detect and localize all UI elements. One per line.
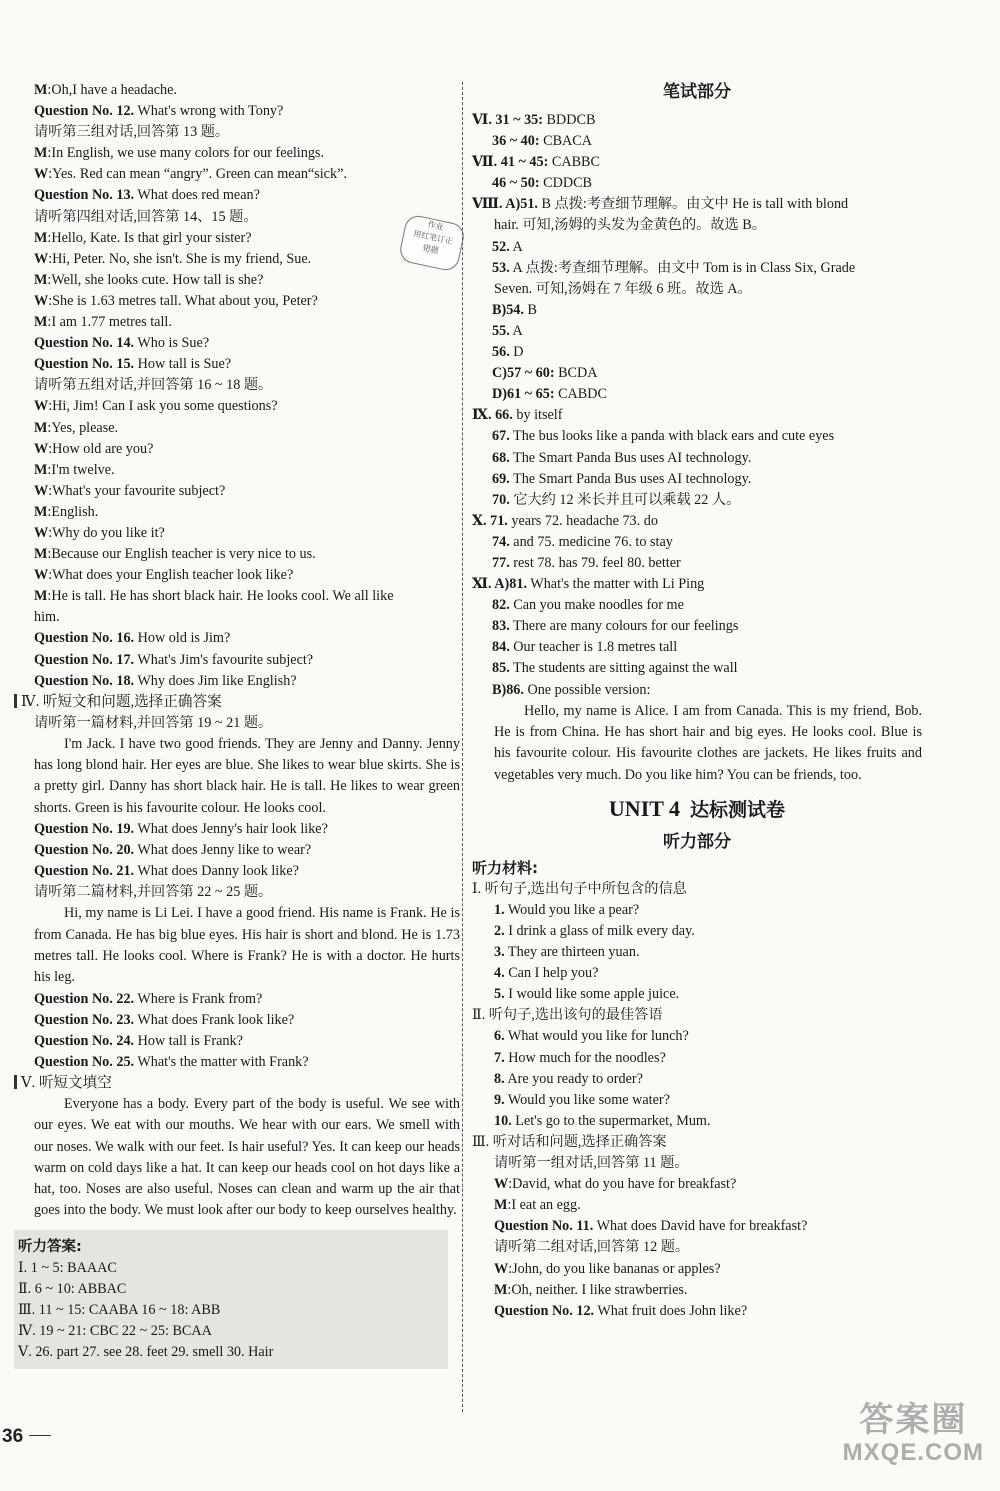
dialogue-line xyxy=(14,439,460,460)
line-text: years 72. headache 73. do xyxy=(507,512,658,529)
answer-line xyxy=(472,279,922,300)
line-text: :Hi, Peter. No, she isn't. She is my friend, Sue. xyxy=(48,250,312,267)
line-label: Ⅸ. 66. xyxy=(472,407,513,424)
dialogue-line xyxy=(14,143,460,164)
line-text: :John, do you like bananas or apples? xyxy=(508,1260,721,1277)
answer-line xyxy=(472,152,922,173)
line-text: B 点拨:考查细节理解。由文中 He is tall with blond xyxy=(537,196,849,213)
answer-line xyxy=(472,553,922,574)
material-line xyxy=(472,1301,922,1322)
line-text: What's Jim's favourite subject? xyxy=(134,651,314,668)
line-label: M xyxy=(34,82,48,98)
line-text: How tall is Frank? xyxy=(134,1032,243,1049)
material-line xyxy=(472,921,922,942)
line-text: What's the matter with Li Ping xyxy=(527,576,705,593)
answer-line xyxy=(472,469,922,490)
material-line xyxy=(472,879,922,900)
line-text: :What does your English teacher look like? xyxy=(48,567,294,584)
material-line xyxy=(472,1280,922,1301)
line-text: :Oh, neither. I like strawberries. xyxy=(507,1281,688,1298)
answer-line xyxy=(472,237,922,258)
answer-line xyxy=(472,490,922,511)
answer-line xyxy=(472,658,922,679)
line-text: How much for the noodles? xyxy=(504,1049,666,1066)
material-line xyxy=(472,1132,922,1153)
line-text: How old is Jim? xyxy=(134,630,231,647)
line-label: W xyxy=(34,250,49,267)
line-label: 2. xyxy=(494,923,505,939)
listening-answers-box xyxy=(14,1230,448,1369)
line-text: Who is Sue? xyxy=(134,335,210,352)
unit-title: UNIT 4 达标测试卷 xyxy=(608,795,786,821)
dialogue-line xyxy=(14,354,460,375)
line-text: :Hello, Kate. Is that girl your sister? xyxy=(47,229,252,246)
line-label: Question No. 21. xyxy=(34,863,135,880)
line-label: 10. xyxy=(494,1112,512,1129)
question-block-2 xyxy=(14,819,460,882)
answer-line xyxy=(472,595,922,616)
answer-line xyxy=(472,511,922,532)
line-text: How tall is Sue? xyxy=(134,356,232,373)
line-label: 4. xyxy=(494,965,505,982)
line-label: W xyxy=(34,398,49,415)
line-label: 69. xyxy=(492,470,510,487)
answer-line xyxy=(472,342,922,363)
line-text: him. xyxy=(34,609,60,626)
dialogue-line xyxy=(14,460,460,481)
answers-title: 听力答案: xyxy=(18,1238,82,1255)
line-label: M xyxy=(494,1281,508,1298)
line-text: One possible version: xyxy=(523,681,651,698)
line-text: D xyxy=(509,344,524,361)
question-line xyxy=(14,1031,460,1052)
written-answers xyxy=(472,110,922,701)
line-text: :Because our English teacher is very nice to us. xyxy=(47,546,316,563)
line-text: :Why do you like it? xyxy=(48,524,165,541)
listening-material xyxy=(472,879,922,1322)
material-line xyxy=(472,1005,922,1026)
line-label: 3. xyxy=(494,944,505,961)
material-line xyxy=(472,1090,922,1111)
line-text: What does red mean? xyxy=(134,187,260,204)
line-label: 5. xyxy=(494,986,505,1003)
column-divider xyxy=(462,82,463,1412)
line-text: :Oh,I have a headache. xyxy=(47,82,177,98)
line-text: :Yes, please. xyxy=(47,419,119,436)
line-label: B)86. xyxy=(492,681,524,698)
material-line xyxy=(472,1237,922,1258)
line-text: Let's go to the supermarket, Mum. xyxy=(511,1112,711,1129)
line-label: Ⅷ. A)51. xyxy=(472,196,538,213)
line-label: Question No. 24. xyxy=(34,1032,135,1049)
passage-2: Hi, my name is Li Lei. I have a good friend. His name is Frank. He is from Canada. He has big blue eyes. His hair is short and blond. He is 1.73 metres tall. He looks cool. Where is Frank? He is with a doctor. He hurts his leg. xyxy=(34,905,460,986)
line-label: B)54. xyxy=(492,301,524,318)
line-label: Question No. 15. xyxy=(34,356,135,373)
answer-line: Ⅳ. 19 ~ 21: CBC 22 ~ 25: BCAA xyxy=(18,1323,212,1339)
line-text: B xyxy=(523,301,537,318)
line-label: W xyxy=(494,1260,509,1277)
line-text: :Hi, Jim! Can I ask you some questions? xyxy=(48,398,278,415)
line-label: Question No. 23. xyxy=(34,1011,135,1028)
line-text: The students are sitting against the wall xyxy=(509,660,738,677)
line-label: W xyxy=(34,567,49,584)
line-label: M xyxy=(34,503,48,520)
answer-line: Ⅱ. 6 ~ 10: ABBAC xyxy=(18,1280,127,1297)
line-label: M xyxy=(34,546,48,563)
line-text: I would like some apple juice. xyxy=(504,986,680,1003)
line-label: W xyxy=(34,166,49,183)
line-text: :She is 1.63 metres tall. What about you, Peter? xyxy=(48,292,318,309)
line-text: 请听第五组对话,并回答第 16 ~ 18 题。 xyxy=(34,377,273,394)
line-text: CABDC xyxy=(554,386,607,403)
line-text: and 75. medicine 76. to stay xyxy=(509,533,673,550)
line-text: They are thirteen yuan. xyxy=(504,944,640,961)
dialogue-line xyxy=(14,565,460,586)
line-label: M xyxy=(34,588,48,605)
line-label: 56. xyxy=(492,344,510,361)
section-v-heading: Ⅴ. 听短文填空 xyxy=(14,1073,460,1094)
answer-line xyxy=(472,363,922,384)
question-block-3 xyxy=(14,989,460,1073)
line-text: 请听第一组对话,回答第 11 题。 xyxy=(494,1155,689,1172)
material-line xyxy=(472,1174,922,1195)
answer-line xyxy=(472,300,922,321)
line-label: M xyxy=(34,314,48,331)
dialogue-line xyxy=(14,650,460,671)
homework-stamp: 作业 用红笔订正 错题 xyxy=(398,213,467,272)
line-label: W xyxy=(34,482,49,499)
material-line xyxy=(472,1026,922,1047)
material-line xyxy=(472,1069,922,1090)
dialogue-line xyxy=(14,671,460,692)
dialogue-line xyxy=(14,396,460,417)
answer-line xyxy=(472,405,922,426)
line-label: W xyxy=(494,1176,509,1193)
answer-line xyxy=(472,215,922,236)
material-line xyxy=(472,963,922,984)
dialogue-line xyxy=(14,291,460,312)
line-label: 7. xyxy=(494,1049,505,1066)
line-text: Where is Frank from? xyxy=(134,990,263,1007)
answer-line xyxy=(472,173,922,194)
line-label: Ⅹ. 71. xyxy=(472,512,508,529)
line-label: Question No. 19. xyxy=(34,821,135,837)
line-text: :Yes. Red can mean “angry”. Green can mean“sick”. xyxy=(48,166,347,183)
line-text: Why does Jim like English? xyxy=(134,672,297,689)
question-line xyxy=(14,840,460,861)
line-text: 它大约 12 米长并且可以乘载 22 人。 xyxy=(509,491,741,508)
line-text: Would you like some water? xyxy=(504,1091,670,1108)
right-column xyxy=(472,80,922,1322)
line-label: C)57 ~ 60: xyxy=(492,365,555,382)
material-line xyxy=(472,900,922,921)
dialogue-line xyxy=(14,80,460,101)
material-line xyxy=(472,1259,922,1280)
line-text: What does David have for breakfast? xyxy=(593,1218,808,1235)
line-text: rest 78. has 79. feel 80. better xyxy=(509,554,681,571)
answer-line xyxy=(472,637,922,658)
line-text: Can I help you? xyxy=(504,965,599,982)
line-text: What's the matter with Frank? xyxy=(134,1053,309,1070)
answer-line xyxy=(472,194,922,215)
sample-essay: Hello, my name is Alice. I am from Canada. This is my friend, Bob. He is from China. He has short hair and big eyes. He looks cool. Blue is his favourite colour. His favourite clothes are jackets. He likes fruits and vegetables very much. Do you like him? You can be friends, too. xyxy=(494,702,922,783)
answer-line: Ⅲ. 11 ~ 15: CAABA 16 ~ 18: ABB xyxy=(18,1301,221,1318)
line-text: What does Frank look like? xyxy=(134,1011,295,1028)
line-text: Our teacher is 1.8 metres tall xyxy=(509,639,678,656)
line-text: 请听第二组对话,回答第 12 题。 xyxy=(494,1239,690,1256)
line-text: :English. xyxy=(47,503,99,520)
line-text: CDDCB xyxy=(539,175,593,192)
answer-line: Ⅴ. 26. part 27. see 28. feet 29. smell 30. Hair xyxy=(18,1344,274,1361)
line-text: A xyxy=(509,238,523,255)
line-label: Question No. 25. xyxy=(34,1053,135,1070)
material-line xyxy=(472,942,922,963)
answer-line: Ⅰ. 1 ~ 5: BAAAC xyxy=(18,1259,117,1276)
section-iv-intro-1: 请听第一篇材料,并回答第 19 ~ 21 题。 xyxy=(34,714,273,731)
line-label: Question No. 22. xyxy=(34,990,135,1007)
dialogue-line xyxy=(14,101,460,122)
line-label: Question No. 12. xyxy=(34,103,135,120)
dialogue-line xyxy=(14,185,460,206)
line-label: 46 ~ 50: xyxy=(492,175,540,192)
left-column xyxy=(14,80,460,1369)
line-text: What does Jenny like to wear? xyxy=(134,842,312,859)
answer-line xyxy=(472,426,922,447)
line-label: Question No. 17. xyxy=(34,651,135,668)
dialogue-line xyxy=(14,164,460,185)
section-iv-intro-2: 请听第二篇材料,并回答第 22 ~ 25 题。 xyxy=(34,884,273,901)
line-text: What fruit does John like? xyxy=(594,1302,748,1319)
line-text: CABBC xyxy=(548,154,600,171)
line-label: 55. xyxy=(492,322,510,339)
dialogue-line xyxy=(14,228,460,249)
line-label: 83. xyxy=(492,618,510,635)
question-line xyxy=(14,1010,460,1031)
line-label: 82. xyxy=(492,597,510,614)
watermark-logo: 答案圈 MXQE.COM xyxy=(842,1401,984,1466)
dialogue-line xyxy=(14,607,460,628)
line-label: D)61 ~ 65: xyxy=(492,386,555,403)
line-label: 77. xyxy=(492,554,510,571)
dialogue-line xyxy=(14,375,460,396)
line-label: M xyxy=(34,229,48,246)
dialogue-block-1 xyxy=(14,80,460,692)
line-label: M xyxy=(34,271,48,288)
line-text: What would you like for lunch? xyxy=(504,1028,689,1045)
passage-1: I'm Jack. I have two good friends. They are Jenny and Danny. Jenny has long blond hair. Her eyes are blue. She likes to wear blue skirts. She is a pretty girl. Danny has short black hair. He is tall. He likes to wear green shorts. Green is his favourite colour. He looks cool. xyxy=(34,735,460,816)
material-line xyxy=(472,1216,922,1237)
line-text: :How old are you? xyxy=(48,440,154,457)
line-label: 52. xyxy=(492,238,510,255)
line-text: :In English, we use many colors for our feelings. xyxy=(47,145,325,162)
dialogue-line xyxy=(14,207,460,228)
answer-line xyxy=(472,131,922,152)
line-text: BDDCB xyxy=(542,112,596,128)
line-text: :Well, she looks cute. How tall is she? xyxy=(47,271,264,288)
line-text: The Smart Panda Bus uses AI technology. xyxy=(509,470,752,487)
line-text: There are many colours for our feelings xyxy=(509,618,739,635)
line-text: :David, what do you have for breakfast? xyxy=(508,1176,737,1193)
material-line xyxy=(472,984,922,1005)
line-label: Question No. 18. xyxy=(34,672,135,689)
line-label: Ⅵ. 31 ~ 35: xyxy=(472,112,543,128)
answer-line xyxy=(472,448,922,469)
line-label: 6. xyxy=(494,1028,505,1045)
section-iv-heading: Ⅳ. 听短文和问题,选择正确答案 xyxy=(14,692,460,713)
dialogue-line xyxy=(14,523,460,544)
material-line xyxy=(472,1195,922,1216)
line-text: Seven. 可知,汤姆在 7 年级 6 班。故选 A。 xyxy=(494,280,752,297)
line-label: Question No. 12. xyxy=(494,1302,595,1319)
line-label: 70. xyxy=(492,491,510,508)
line-text: hair. 可知,汤姆的头发为金黄色的。故选 B。 xyxy=(494,217,766,234)
line-label: 85. xyxy=(492,660,510,677)
dialogue-line xyxy=(14,586,460,607)
line-text: A 点拨:考查细节理解。由文中 Tom is in Class Six, Grade xyxy=(509,259,856,276)
page-number: 36 xyxy=(2,1426,51,1448)
answer-line xyxy=(472,574,922,595)
dialogue-line xyxy=(14,249,460,270)
line-text: The Smart Panda Bus uses AI technology. xyxy=(509,449,752,466)
line-label: 1. xyxy=(494,901,505,918)
line-label: M xyxy=(34,419,48,436)
line-text: Ⅱ. 听句子,选出该句的最佳答语 xyxy=(472,1007,663,1024)
answer-line xyxy=(472,258,922,279)
line-text: Would you like a pear? xyxy=(504,901,640,918)
written-part-heading: 笔试部分 xyxy=(663,82,731,102)
line-text: Are you ready to order? xyxy=(504,1070,643,1087)
answer-line xyxy=(472,110,922,131)
answer-line xyxy=(472,321,922,342)
line-text: 请听第四组对话,回答第 14、15 题。 xyxy=(34,208,258,225)
line-label: Ⅶ. 41 ~ 45: xyxy=(472,154,549,171)
line-text: :I'm twelve. xyxy=(47,461,115,478)
line-text: by itself xyxy=(512,407,563,424)
dialogue-line xyxy=(14,481,460,502)
question-line xyxy=(14,861,460,882)
dialogue-line xyxy=(14,418,460,439)
listening-material-label: 听力材料: xyxy=(472,858,538,877)
question-line xyxy=(14,819,460,840)
line-text: What does Jenny's hair look like? xyxy=(134,821,328,837)
line-label: Ⅺ. A)81. xyxy=(472,576,528,593)
line-text: CBACA xyxy=(539,133,593,150)
line-text: What does Danny look like? xyxy=(134,863,299,880)
dialogue-line xyxy=(14,333,460,354)
answer-line xyxy=(472,384,922,405)
line-text: The bus looks like a panda with black ears and cute eyes xyxy=(509,428,835,445)
dialogue-line xyxy=(14,502,460,523)
material-line xyxy=(472,1048,922,1069)
line-label: 68. xyxy=(492,449,510,466)
line-label: 9. xyxy=(494,1091,505,1108)
line-text: :I am 1.77 metres tall. xyxy=(47,314,172,331)
line-label: M xyxy=(34,461,48,478)
line-label: M xyxy=(494,1197,508,1214)
line-text: :What's your favourite subject? xyxy=(48,482,226,499)
passage-3: Everyone has a body. Every part of the body is useful. We see with our eyes. We eat with our mouths. We hear with our ears. We smell with our noses. We walk with our feet. Is hair useful? Yes. It can keep our heads warm on cold days like a hat. It can keep our heads cool on hot days like a hat, too. Noses are also useful. Noses can clean and warm up the air that goes into the body. We must look after our body to keep ourselves healthy. xyxy=(34,1095,460,1219)
line-label: 74. xyxy=(492,533,510,550)
line-label: Question No. 20. xyxy=(34,842,135,859)
line-label: M xyxy=(34,145,48,162)
line-text: BCDA xyxy=(554,365,598,382)
line-label: W xyxy=(34,440,49,457)
line-text: A xyxy=(509,322,523,339)
line-text: :He is tall. He has short black hair. He looks cool. We all like xyxy=(47,588,394,605)
line-label: 67. xyxy=(492,428,510,445)
line-label: Question No. 13. xyxy=(34,187,135,204)
line-label: 84. xyxy=(492,639,510,656)
answer-line xyxy=(472,532,922,553)
dialogue-line xyxy=(14,544,460,565)
dialogue-line xyxy=(14,270,460,291)
line-label: 36 ~ 40: xyxy=(492,133,540,150)
line-label: 53. xyxy=(492,259,510,276)
line-text: :I eat an egg. xyxy=(507,1197,581,1214)
material-line xyxy=(472,1153,922,1174)
material-line xyxy=(472,1111,922,1132)
dialogue-line xyxy=(14,312,460,333)
line-label: 8. xyxy=(494,1070,505,1087)
question-line xyxy=(14,1052,460,1073)
dialogue-line xyxy=(14,628,460,649)
answer-line xyxy=(472,680,922,701)
line-text: Ⅰ. 听句子,选出句子中所包含的信息 xyxy=(472,880,687,897)
line-label: Question No. 14. xyxy=(34,335,135,352)
dialogue-line xyxy=(14,122,460,143)
answer-line xyxy=(472,616,922,637)
line-text: Can you make noodles for me xyxy=(509,597,684,614)
line-label: W xyxy=(34,292,49,309)
line-label: Question No. 11. xyxy=(494,1218,594,1235)
line-text: I drink a glass of milk every day. xyxy=(504,923,695,939)
line-label: Question No. 16. xyxy=(34,630,135,647)
line-text: 请听第三组对话,回答第 13 题。 xyxy=(34,124,230,141)
line-text: Ⅲ. 听对话和问题,选择正确答案 xyxy=(472,1133,667,1150)
listening-part-heading: 听力部分 xyxy=(663,831,731,852)
line-label: W xyxy=(34,524,49,541)
question-line xyxy=(14,989,460,1010)
line-text: What's wrong with Tony? xyxy=(134,103,284,120)
